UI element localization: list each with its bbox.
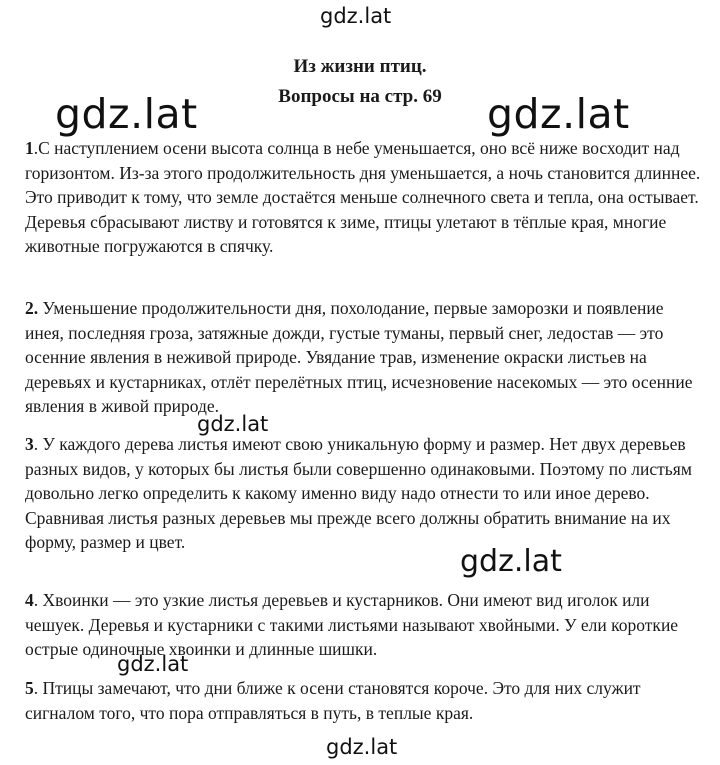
answer-paragraph-2 bbox=[25, 296, 705, 419]
answer-number-5: 5 bbox=[25, 678, 34, 698]
answer-text-4: . Хвоинки — это узкие листья деревьев и кустарников. Они имеют вид иголок или чешуек. Деревья и кустарники с такими листьями называют хвойными. У ели короткие острые одиночные хвоинки и длинные шишки. bbox=[25, 590, 679, 659]
watermark-top: gdz.lat bbox=[320, 4, 392, 28]
answer-text-1: .С наступлением осени высота солнца в небе уменьшается, оно всё ниже восходит над горизонтом. Из-за этого продолжительность дня уменьшается, а ночь становится длиннее. Это приводит к тому, что земле достаётся меньше солнечного света и тепла, она остывает. Деревья сбрасывают листву и готовятся к зиме, птицы улетают в тёплые края, многие животные погружаются в спячку. bbox=[25, 138, 701, 256]
watermark-right-large: gdz.lat bbox=[487, 90, 630, 138]
answer-paragraph-4 bbox=[25, 588, 705, 662]
answer-text-2: Уменьшение продолжительности дня, похолодание, первые заморозки и появление инея, последняя гроза, затяжные дожди, густые туманы, первый снег, ледостав — это осенние явления в неживой природе. Увядание трав, изменение окраски листьев на деревьях и кустарниках, отлёт перелётных птиц, исчезновение насекомых — это осенние явления в живой природе. bbox=[25, 298, 693, 416]
watermark-middle-1: gdz.lat bbox=[197, 412, 269, 436]
answer-number-4: 4 bbox=[25, 590, 34, 610]
answer-number-1: 1 bbox=[25, 138, 34, 158]
answer-number-3: 3 bbox=[25, 434, 34, 454]
answer-paragraph-1 bbox=[25, 136, 705, 259]
page-subtitle: Вопросы на стр. 69 bbox=[278, 86, 442, 107]
answer-paragraph-5 bbox=[25, 676, 705, 725]
watermark-middle-large: gdz.lat bbox=[460, 544, 562, 579]
answer-number-2: 2. bbox=[25, 298, 39, 318]
answer-paragraph-3 bbox=[25, 432, 705, 555]
watermark-bottom: gdz.lat bbox=[326, 735, 398, 759]
watermark-middle-2: gdz.lat bbox=[117, 652, 189, 676]
answer-text-3: . У каждого дерева листья имеют свою уникальную форму и размер. Нет двух деревьев разных видов, у которых бы листья были совершенно одинаковыми. Поэтому по листьям довольно легко определить к какому именно виду надо отнести то или иное дерево. bbox=[25, 434, 692, 503]
answer-text-3-continued: Сравнивая листья разных деревьев мы прежде всего должны обратить внимание на их форму, размер и цвет. bbox=[25, 507, 671, 552]
answer-text-5: . Птицы замечают, что дни ближе к осени становятся короче. Это для них служит сигналом того, что пора отправляться в путь, в теплые края. bbox=[25, 678, 641, 723]
watermark-left-large: gdz.lat bbox=[55, 90, 198, 138]
page-title: Из жизни птиц. bbox=[293, 56, 427, 77]
